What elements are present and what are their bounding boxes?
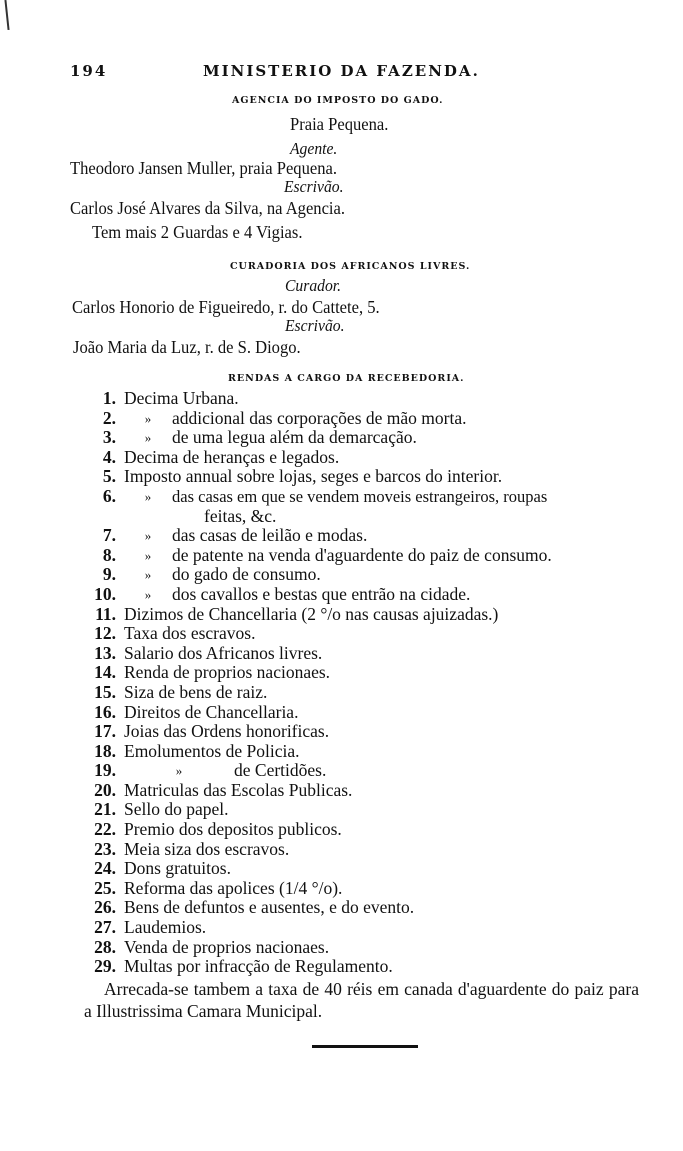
scan-mark (4, 0, 9, 30)
item-text: Laudemios. (124, 917, 207, 938)
curador-name: Carlos Honorio de Figueiredo, r. do Cattete, 5. (72, 297, 380, 317)
item-text: Renda de proprios nacionaes. (124, 662, 331, 683)
item-number: 3. (102, 427, 116, 448)
list-item (70, 448, 650, 468)
closing-paragraph: Arrecada-se tambem a taxa de 40 réis em canada d'aguardente do paiz para a Illustrissima Camara Municipal. (84, 979, 639, 1021)
agente-name: Theodoro Jansen Muller, praia Pequena. (70, 158, 337, 178)
section-heading-curadoria: CURADORIA DOS AFRICANOS LIVRES. (230, 261, 471, 272)
item-number: 13. (94, 642, 116, 663)
item-number: 24. (94, 858, 116, 879)
list-item (70, 800, 650, 820)
item-number: 28. (94, 936, 116, 957)
item-number: 7. (102, 525, 116, 546)
item-number: 20. (94, 779, 116, 800)
item-number: 17. (94, 721, 116, 742)
list-item (70, 703, 650, 723)
item-number: 6. (102, 485, 116, 506)
item-number: 26. (94, 897, 116, 918)
list-item (70, 957, 650, 977)
list-item (70, 820, 650, 840)
list-item (70, 565, 650, 585)
ditto-mark: » (144, 430, 152, 446)
item-text: do gado de consumo. (172, 564, 321, 585)
list-item (70, 761, 650, 781)
item-text: Direitos de Chancellaria. (124, 701, 299, 722)
item-number: 5. (102, 466, 116, 487)
item-number: 1. (102, 388, 116, 408)
item-number: 25. (94, 877, 116, 898)
list-item-continuation: feitas, &c. (204, 505, 277, 526)
end-rule (312, 1045, 418, 1048)
list-item (70, 487, 650, 507)
list-item (70, 742, 650, 762)
list-item (70, 683, 650, 703)
list-item (70, 428, 650, 448)
list-item (70, 722, 650, 742)
item-text: Imposto annual sobre lojas, seges e barcos do interior. (124, 466, 503, 487)
list-item (70, 663, 650, 683)
item-number: 23. (94, 838, 116, 859)
item-number: 27. (94, 917, 116, 938)
curadoria-escrivao-name: João Maria da Luz, r. de S. Diogo. (73, 337, 301, 357)
list-item (70, 605, 650, 625)
list-item (70, 938, 650, 958)
list-item (70, 840, 650, 860)
item-text: de patente na venda d'aguardente do paiz de consumo. (172, 544, 552, 565)
item-text: Bens de defuntos e ausentes, e do evento. (124, 897, 415, 918)
ditto-mark: » (144, 567, 152, 583)
ditto-mark: » (144, 586, 152, 602)
item-text: Dons gratuitos. (124, 858, 231, 879)
escrivao-name: Carlos José Alvares da Silva, na Agencia. (70, 198, 346, 218)
item-number: 10. (94, 583, 116, 604)
list-item (70, 859, 650, 879)
item-text: de Certidões. (234, 760, 327, 781)
item-text: Decima Urbana. (124, 388, 239, 408)
item-text: Meia siza dos escravos. (124, 838, 290, 859)
item-text: Dizimos de Chancellaria (2 °/o nas causas ajuizadas.) (124, 603, 499, 624)
item-text: Siza de bens de raiz. (124, 681, 268, 702)
agencia-note: Tem mais 2 Guardas e 4 Vigias. (92, 222, 303, 242)
curadoria-escrivao-label: Escrivão. (285, 316, 345, 335)
item-number: 19. (94, 760, 116, 781)
item-number: 16. (94, 701, 116, 722)
item-text: Decima de heranças e legados. (124, 446, 340, 467)
ditto-mark: » (144, 528, 152, 544)
item-text: Joias das Ordens honorificas. (124, 721, 330, 742)
item-text: Matriculas das Escolas Publicas. (124, 779, 353, 800)
curador-label: Curador. (285, 276, 342, 295)
list-item (70, 624, 650, 644)
ditto-mark: » (144, 547, 152, 563)
item-number: 8. (102, 544, 116, 565)
item-text: Salario dos Africanos livres. (124, 642, 323, 663)
item-number: 18. (94, 740, 116, 761)
page-number: 194 (70, 62, 108, 80)
agente-label: Agente. (290, 139, 338, 158)
list-item (70, 467, 650, 487)
list-item (70, 879, 650, 899)
section-heading-rendas: RENDAS A CARGO DA RECEBEDORIA. (228, 373, 465, 384)
item-number: 11. (95, 603, 116, 624)
item-number: 21. (94, 799, 116, 820)
item-text: Reforma das apolices (1/4 °/o). (124, 877, 343, 898)
item-text: Multas por infracção de Regulamento. (124, 956, 393, 977)
list-item (70, 585, 650, 605)
item-text: Sello do papel. (124, 799, 229, 820)
ditto-mark: » (175, 763, 183, 779)
section-heading-agencia: AGENCIA DO IMPOSTO DO GADO. (232, 95, 444, 106)
item-text: dos cavallos e bestas que entrão na cidade. (172, 583, 471, 604)
ditto-mark: » (144, 410, 152, 426)
item-text: addicional das corporações de mão morta. (172, 407, 467, 428)
item-text: de uma legua além da demarcação. (172, 427, 417, 448)
item-text: Emolumentos de Policia. (124, 740, 300, 761)
item-number: 14. (94, 662, 116, 683)
item-number: 22. (94, 819, 116, 840)
item-number: 2. (102, 407, 116, 428)
list-item (70, 409, 650, 429)
agencia-location: Praia Pequena. (290, 114, 389, 134)
list-item (70, 781, 650, 801)
item-number: 15. (94, 681, 116, 702)
item-text: Taxa dos escravos. (124, 623, 256, 644)
list-item (70, 546, 650, 566)
page-header-title: MINISTERIO DA FAZENDA. (203, 62, 480, 80)
list-item (70, 389, 650, 409)
item-text: das casas em que se vendem moveis estrangeiros, roupas (172, 486, 548, 506)
rendas-list (70, 389, 650, 977)
ditto-mark: » (144, 488, 152, 504)
item-text: das casas de leilão e modas. (172, 525, 368, 546)
list-item (70, 898, 650, 918)
list-item (70, 644, 650, 664)
item-number: 4. (102, 446, 116, 467)
list-item (70, 526, 650, 546)
escrivao-label: Escrivão. (284, 177, 344, 196)
list-item (70, 918, 650, 938)
item-number: 9. (102, 564, 116, 585)
item-text: Premio dos depositos publicos. (124, 819, 342, 840)
item-number: 12. (94, 623, 116, 644)
item-number: 29. (94, 956, 116, 977)
item-text: Venda de proprios nacionaes. (124, 936, 330, 957)
